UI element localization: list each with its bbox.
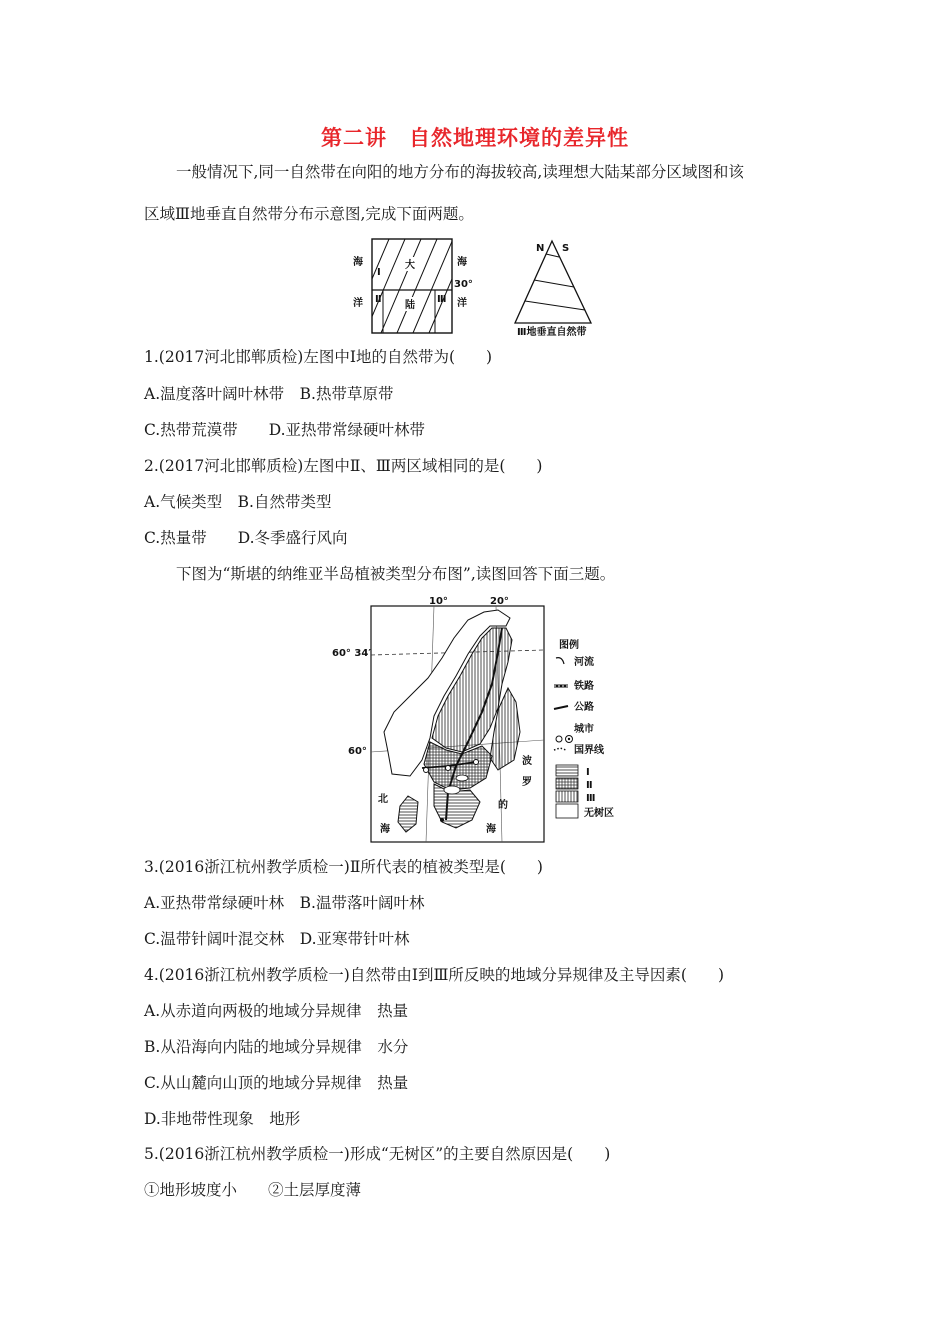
legend-border-label: 国界线 [574, 745, 604, 756]
question-2-options-line-1: A.气候类型 B.自然带类型 [144, 493, 332, 511]
mountain-triangle [515, 241, 591, 323]
mountain-south-label: S [562, 243, 570, 254]
north-sea-label-2: 海 [380, 824, 390, 835]
region-1-label: Ⅰ [377, 267, 381, 278]
legend-river-label: 河流 [574, 657, 594, 668]
question-4-option-c: C.从山麓向山顶的地域分异规律 热量 [144, 1074, 409, 1092]
continent-top-label: 大 [405, 260, 415, 271]
intro-paragraph-line-2: 区域Ⅲ地垂直自然带分布示意图,完成下面两题。 [144, 205, 474, 223]
baltic-sea-label-4: 海 [486, 824, 496, 835]
question-5-options-line-1: ①地形坡度小 ②土层厚度薄 [144, 1181, 362, 1199]
right-sea-bottom-label: 洋 [457, 298, 467, 309]
legend-zone-ii-label: Ⅱ [586, 780, 593, 791]
baltic-sea-label-3: 的 [498, 800, 508, 811]
mountain-caption: Ⅲ地垂直自然带 [517, 327, 587, 338]
question-4-stem: 4.(2016浙江杭州教学质检一)自然带由Ⅰ到Ⅲ所反映的地域分异规律及主导因素( ) [144, 966, 724, 984]
longitude-10-label: 10° [429, 596, 448, 607]
figure-scandinavia-vegetation-map [330, 592, 630, 847]
question-4-option-a: A.从赤道向两极的地域分异规律 热量 [144, 1002, 409, 1020]
left-sea-top-label: 海 [353, 257, 363, 268]
right-sea-top-label: 海 [457, 257, 467, 268]
legend-zone-i-label: Ⅰ [586, 767, 590, 778]
intro-paragraph-line-1: 一般情况下,同一自然带在向阳的地方分布的海拔较高,读理想大陆某部分区域图和该 [176, 163, 744, 181]
question-4-option-d: D.非地带性现象 地形 [144, 1110, 301, 1128]
latitude-label: 30° [454, 279, 473, 290]
baltic-sea-label-1: 波 [522, 756, 532, 767]
latitude-arctic-label: 60° 34′ [332, 648, 371, 659]
question-1-options-line-1: A.温度落叶阔叶林带 B.热带草原带 [144, 385, 394, 403]
page-title: 第二讲 自然地理环境的差异性 [321, 126, 629, 150]
continent-box [372, 239, 452, 333]
longitude-20-label: 20° [490, 596, 509, 607]
mountain-north-label: N [536, 243, 545, 254]
intro-paragraph-2: 下图为“斯堪的纳维亚半岛植被类型分布图”,读图回答下面三题。 [176, 565, 616, 583]
legend-city-label: 城市 [574, 724, 594, 735]
question-2-options-line-2: C.热量带 D.冬季盛行风向 [144, 529, 348, 547]
figure-ideal-continent [345, 235, 615, 340]
region-2-label: Ⅱ [375, 294, 382, 305]
legend-treeless-label: 无树区 [584, 808, 614, 819]
continent-bottom-label: 陆 [405, 300, 415, 311]
legend-zone-iii-label: Ⅲ [586, 793, 596, 804]
legend-title: 图例 [559, 640, 579, 651]
left-sea-bottom-label: 洋 [353, 298, 363, 309]
question-3-options-line-1: A.亚热带常绿硬叶林 B.温带落叶阔叶林 [144, 894, 425, 912]
question-4-option-b: B.从沿海向内陆的地域分异规律 水分 [144, 1038, 409, 1056]
legend-road-label: 公路 [574, 702, 594, 713]
question-1-stem: 1.(2017河北邯郸质检)左图中Ⅰ地的自然带为( ) [144, 348, 493, 366]
map-legend [554, 638, 614, 819]
baltic-sea-label-2: 罗 [522, 777, 532, 788]
question-3-options-line-2: C.温带针阔叶混交林 D.亚寒带针叶林 [144, 930, 410, 948]
question-3-stem: 3.(2016浙江杭州教学质检一)Ⅱ所代表的植被类型是( ) [144, 858, 543, 876]
latitude-60-label: 60° [348, 746, 367, 757]
question-1-options-line-2: C.热带荒漠带 D.亚热带常绿硬叶林带 [144, 421, 426, 439]
question-2-stem: 2.(2017河北邯郸质检)左图中Ⅱ、Ⅲ两区域相同的是( ) [144, 457, 543, 475]
legend-railway-label: 铁路 [574, 681, 594, 692]
region-3-label: Ⅲ [437, 294, 447, 305]
question-5-stem: 5.(2016浙江杭州教学质检一)形成“无树区”的主要自然原因是( ) [144, 1145, 611, 1163]
north-sea-label-1: 北 [378, 794, 388, 805]
